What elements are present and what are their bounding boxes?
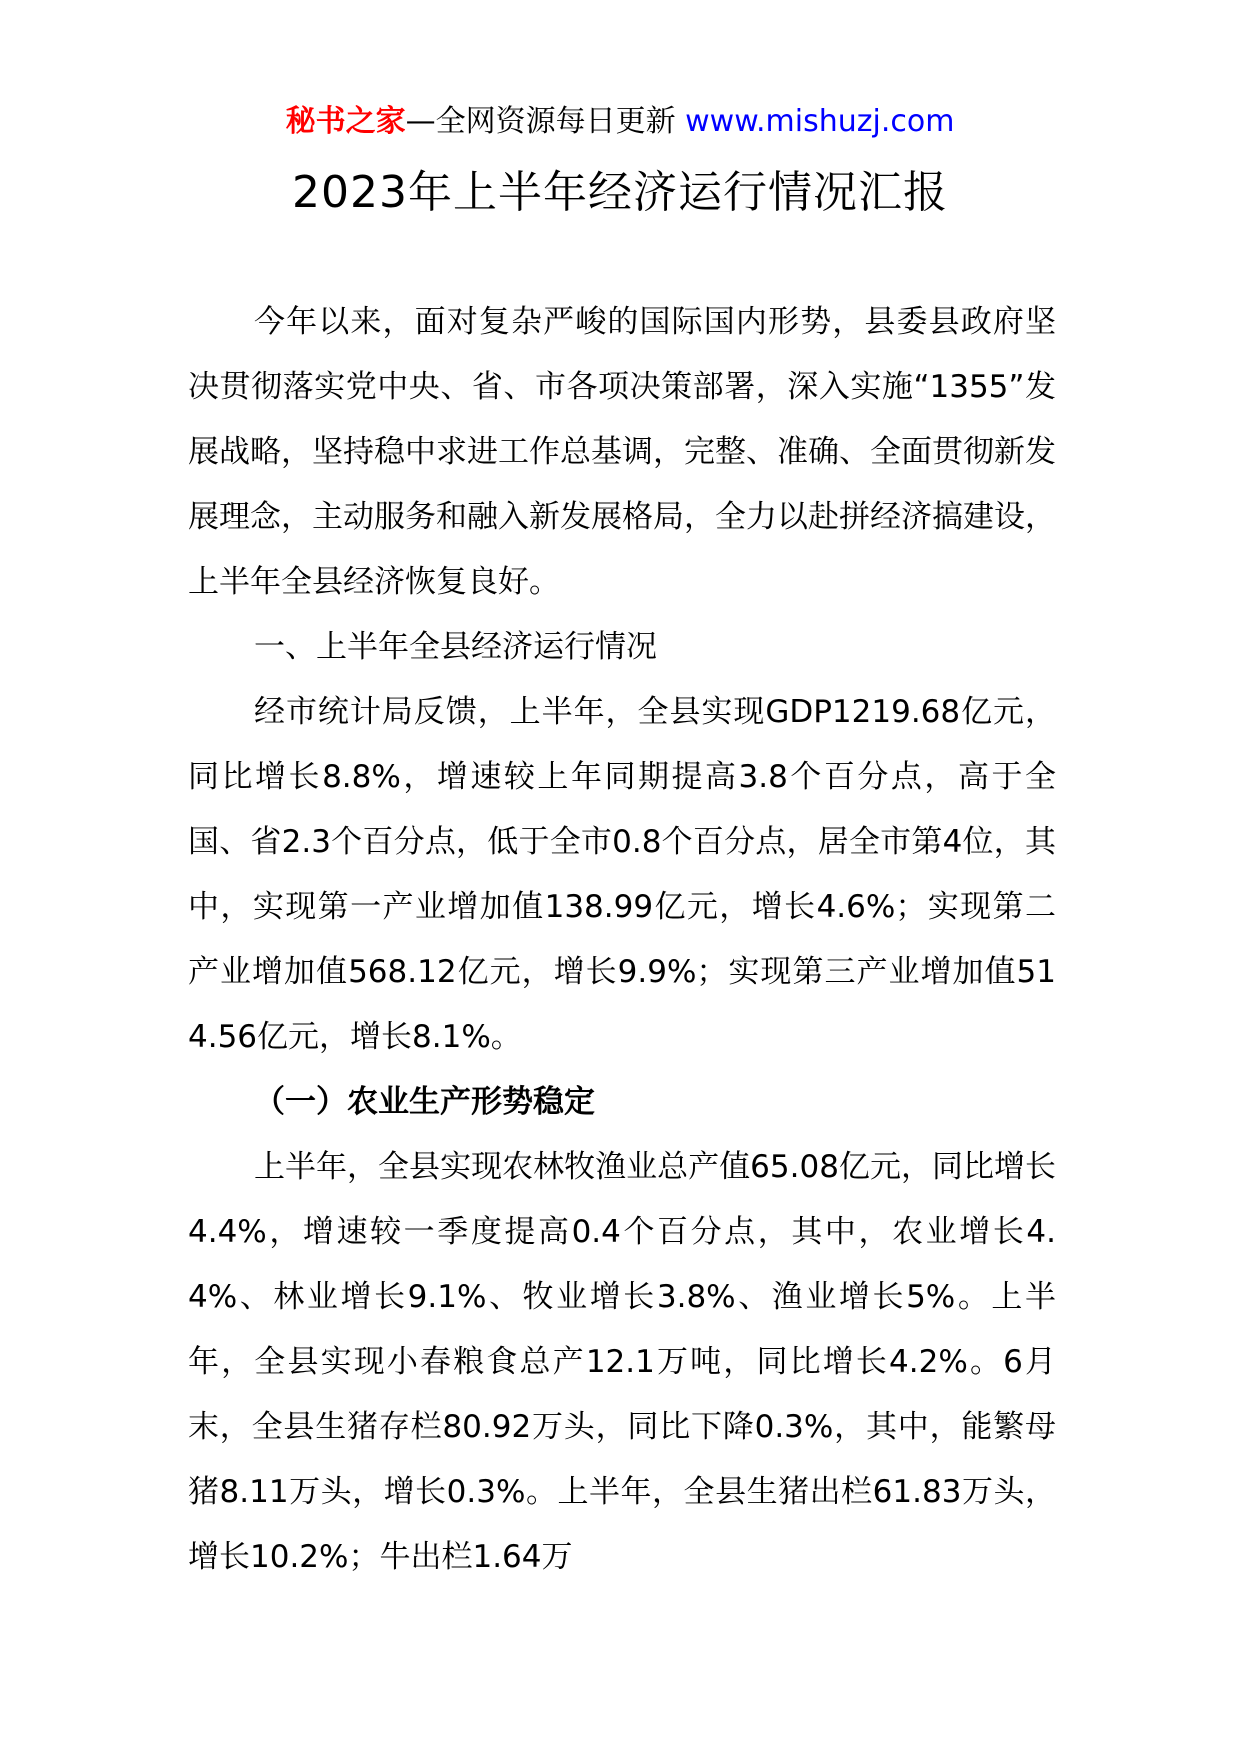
header-slogan: —全网资源每日更新 (405, 104, 676, 139)
intro-paragraph: 今年以来，面对复杂严峻的国际国内形势，县委县政府坚决贯彻落实党中央、省、市各项决策部署，深入实施“1355”发展战略，坚持稳中求进工作总基调，完整、准确、全面贯彻新发展理念，主动服务和融入新发展格局，全力以赴拼经济搞建设，上半年全县经济恢复良好。 (188, 304, 1056, 600)
site-header (0, 100, 1240, 144)
agriculture-paragraph: 上半年，全县实现农林牧渔业总产值65.08亿元，同比增长4.4%，增速较一季度提高0.4个百分点，其中，农业增长4.4%、林业增长9.1%、牧业增长3.8%、渔业增长5%。上半年，全县实现小春粮食总产12.1万吨，同比增长4.2%。6月末，全县生猪存栏80.92万头，同比下降0.3%，其中，能繁母猪8.11万头，增长0.3%。上半年，全县生猪出栏61.83万头，增长10.2%；牛出栏1.64万 (188, 1149, 1056, 1575)
document-title: 2023年上半年经济运行情况汇报 (292, 167, 948, 218)
header-brand: 秘书之家 (285, 104, 406, 139)
subsection-heading: （一）农业生产形势稳定 (254, 1084, 595, 1120)
document-body (188, 290, 1056, 1590)
section-heading: 一、上半年全县经济运行情况 (254, 629, 657, 665)
gdp-paragraph: 经市统计局反馈，上半年，全县实现GDP1219.68亿元，同比增长8.8%，增速较上年同期提高3.8个百分点，高于全国、省2.3个百分点，低于全市0.8个百分点，居全市第4位，其中，实现第一产业增加值138.99亿元，增长4.6%；实现第二产业增加值568.12亿元，增长9.9%；实现第三产业增加值514.56亿元，增长8.1%。 (188, 694, 1056, 1055)
header-url-link[interactable]: www.mishuzj.com (685, 104, 955, 139)
